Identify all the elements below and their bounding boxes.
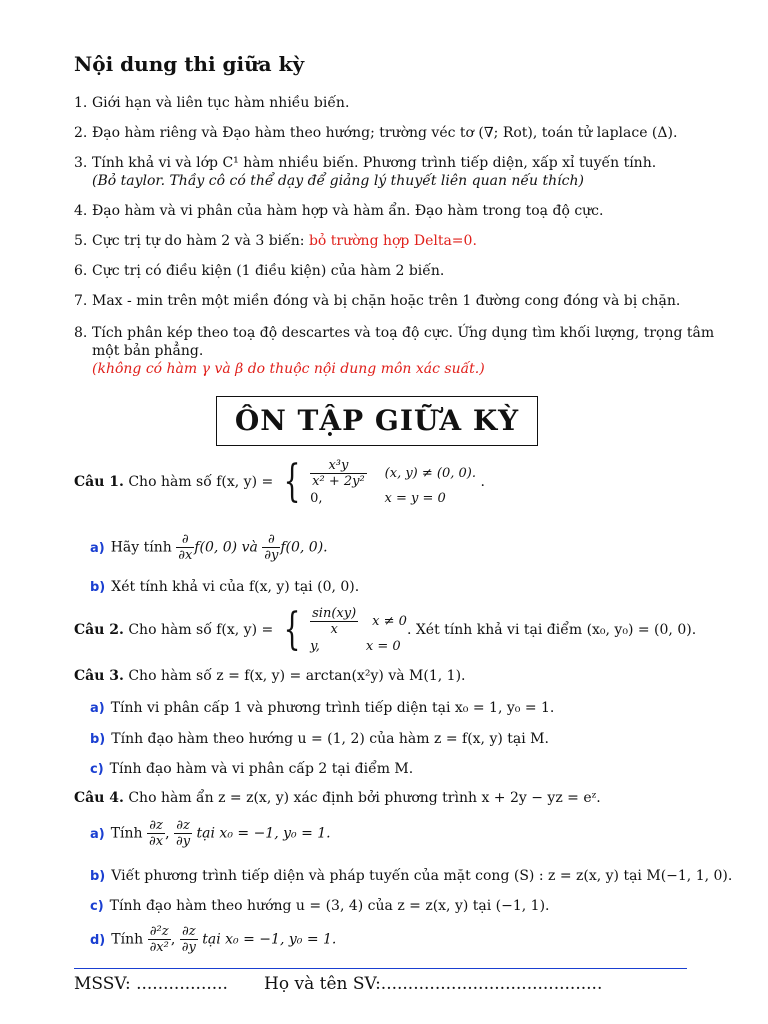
question-4d: d) Tính $\frac{\text{∂²z}}{\text{∂x²}}$ , $\frac{\partial z}{\partial y}$ tại x₀ = −1, y₀ = 1.	[90, 924, 337, 955]
topic-item-6: 6. Cực trị có điều kiện (1 điều kiện) của hàm 2 biến.	[74, 263, 445, 279]
topic-item-3: 3. Tính khả vi và lớp C¹ hàm nhiều biến. Phương trình tiếp diện, xấp xỉ tuyến tính.	[74, 155, 657, 171]
question-3c: c) Tính đạo hàm và vi phân cấp 2 tại điểm M.	[90, 761, 414, 777]
student-id-field: MSSV: .................	[74, 974, 228, 994]
page-heading: Nội dung thi giữa kỳ	[74, 52, 305, 76]
brace-icon: {	[283, 604, 301, 655]
question-4b: b) Viết phương trình tiếp diện và pháp tuyến của mặt cong (S) : z = z(x, y) tại M(−1, 1, 0).	[90, 868, 733, 884]
review-title-box: ÔN TẬP GIỮA KỲ	[216, 396, 538, 446]
question-1-cases: $\frac{\text{x³y}}{\text{x² + 2y²}}$ (x, y) ≠ (0, 0). 0, x = y = 0	[310, 458, 476, 506]
question-4c: c) Tính đạo hàm theo hướng u = (3, 4) của z = z(x, y) tại (−1, 1).	[90, 898, 550, 914]
brace-icon: {	[283, 456, 301, 507]
question-1-intro: Cho hàm số f(x, y) =	[128, 474, 274, 490]
question-3a: a) Tính vi phân cấp 1 và phương trình tiếp diện tại x₀ = 1, y₀ = 1.	[90, 700, 555, 716]
question-1-fraction: $\frac{\text{x³y}}{\text{x² + 2y²}}$	[312, 458, 365, 489]
question-1b: b) Xét tính khả vi của f(x, y) tại (0, 0).	[90, 579, 360, 595]
question-3b: b) Tính đạo hàm theo hướng u = (1, 2) của hàm z = f(x, y) tại M.	[90, 731, 549, 747]
topic-item-2: 2. Đạo hàm riêng và Đạo hàm theo hướng; trường véc tơ (∇; Rot), toán tử laplace (Δ).	[74, 125, 678, 141]
question-1: Câu 1. Cho hàm số f(x, y) = { $\frac{\text{x³y}}{\text{x² + 2y²}}$ (x, y) ≠ (0, 0). 0, x = y = 0 .	[74, 456, 485, 507]
footer-rule	[74, 968, 687, 969]
topic-item-7: 7. Max - min trên một miền đóng và bị chặn hoặc trên 1 đường cong đóng và bị chặn.	[74, 293, 681, 309]
topic-item-1: 1. Giới hạn và liên tục hàm nhiều biến.	[74, 95, 350, 111]
question-1a: a) Hãy tính $\frac{\partial}{\partial x}$ f(0, 0) và $\frac{\partial}{\partial y}$ f(0, 0).	[90, 532, 328, 563]
topic-item-5: 5. Cực trị tự do hàm 2 và 3 biến: bỏ trường hợp Delta=0.	[74, 233, 477, 249]
topic-item-8: 8. Tích phân kép theo toạ độ descartes và toạ độ cực. Ứng dụng tìm khối lượng, trọng tâm	[74, 325, 715, 341]
question-4a: a) Tính $\frac{\partial z}{\partial x}$ , $\frac{\partial z}{\partial y}$ tại x₀ = −1, y₀ = 1.	[90, 818, 331, 849]
topic-item-8-note: (không có hàm γ và β do thuộc nội dung môn xác suất.)	[92, 361, 485, 377]
question-1-label: Câu 1.	[74, 474, 124, 490]
question-3: Câu 3. Cho hàm số z = f(x, y) = arctan(x²y) và M(1, 1).	[74, 668, 466, 684]
topic-item-5-red: bỏ trường hợp Delta=0.	[308, 233, 477, 249]
student-name-field: Họ và tên SV:.........................................	[264, 974, 603, 994]
topic-item-8-line2: một bản phẳng.	[92, 343, 204, 359]
topic-item-4: 4. Đạo hàm và vi phân của hàm hợp và hàm ẩn. Đạo hàm trong toạ độ cực.	[74, 203, 604, 219]
question-2: Câu 2. Cho hàm số f(x, y) = { $\frac{\sin(xy)}{x}$ x ≠ 0 y, x = 0 . Xét tính khả vi tại điểm (x₀, y₀) = (0, 0).	[74, 604, 697, 655]
question-4: Câu 4. Cho hàm ẩn z = z(x, y) xác định bởi phương trình x + 2y − yz = eᶻ.	[74, 790, 601, 806]
topic-item-3-note: (Bỏ taylor. Thầy cô có thể dạy để giảng lý thuyết liên quan nếu thích)	[92, 173, 584, 189]
